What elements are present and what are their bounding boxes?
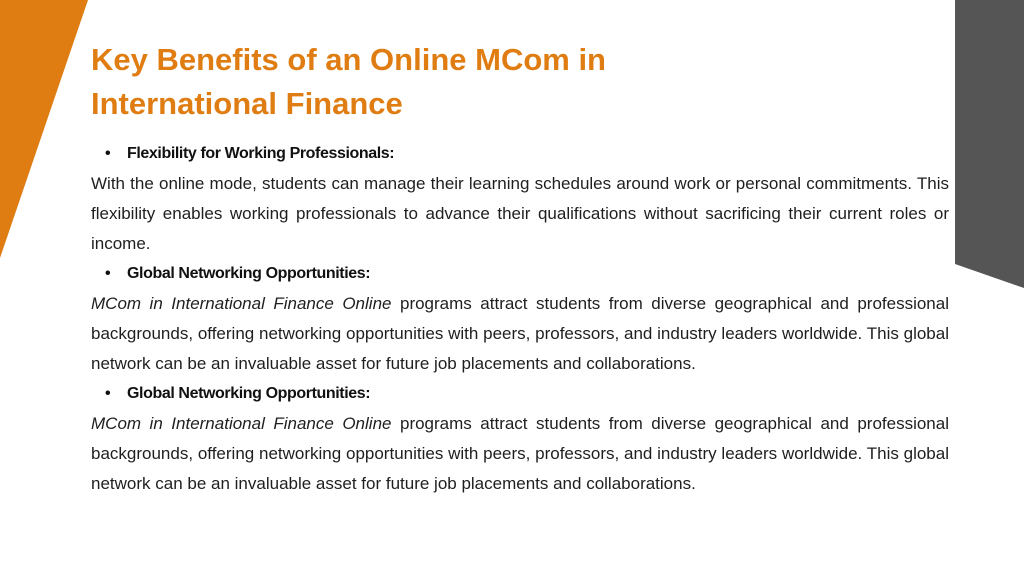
bullet-heading	[91, 139, 949, 169]
bullet-heading-text: Global Networking Opportunities:	[127, 265, 371, 282]
bullet-dot: •	[105, 385, 111, 402]
section-global-networking	[91, 259, 949, 379]
slide-content	[91, 139, 949, 499]
section-body-text: programs attract students from diverse geographical and professional backgrounds, offering networking opportunities with peers, professors, and industry leaders worldwide. This global network can be an invaluable asset for future job placements and collaborations.	[91, 414, 949, 493]
section-body	[91, 409, 949, 499]
orange-accent-shape	[0, 0, 90, 260]
bullet-heading	[91, 259, 949, 289]
gray-accent-band	[955, 0, 1024, 290]
title-line-1: Key Benefits of an Online MCom in	[91, 42, 606, 77]
section-global-networking-repeat	[91, 379, 949, 499]
bullet-dot: •	[105, 145, 111, 162]
section-italic-lead: MCom in International Finance Online	[91, 294, 392, 313]
title-line-2: International Finance	[91, 86, 403, 121]
slide-title	[91, 38, 791, 126]
bullet-heading-text: Flexibility for Working Professionals:	[127, 145, 395, 162]
section-body	[91, 169, 949, 259]
bullet-heading	[91, 379, 949, 409]
section-flexibility	[91, 139, 949, 259]
section-body-text: With the online mode, students can manage their learning schedules around work or personal commitments. This flexibility enables working professionals to advance their qualifications without sacrificing their current roles or income.	[91, 174, 949, 253]
bullet-heading-text: Global Networking Opportunities:	[127, 385, 371, 402]
section-body	[91, 289, 949, 379]
section-body-text: programs attract students from diverse geographical and professional backgrounds, offering networking opportunities with peers, professors, and industry leaders worldwide. This global network can be an invaluable asset for future job placements and collaborations.	[91, 294, 949, 373]
bullet-dot: •	[105, 265, 111, 282]
section-italic-lead: MCom in International Finance Online	[91, 414, 392, 433]
